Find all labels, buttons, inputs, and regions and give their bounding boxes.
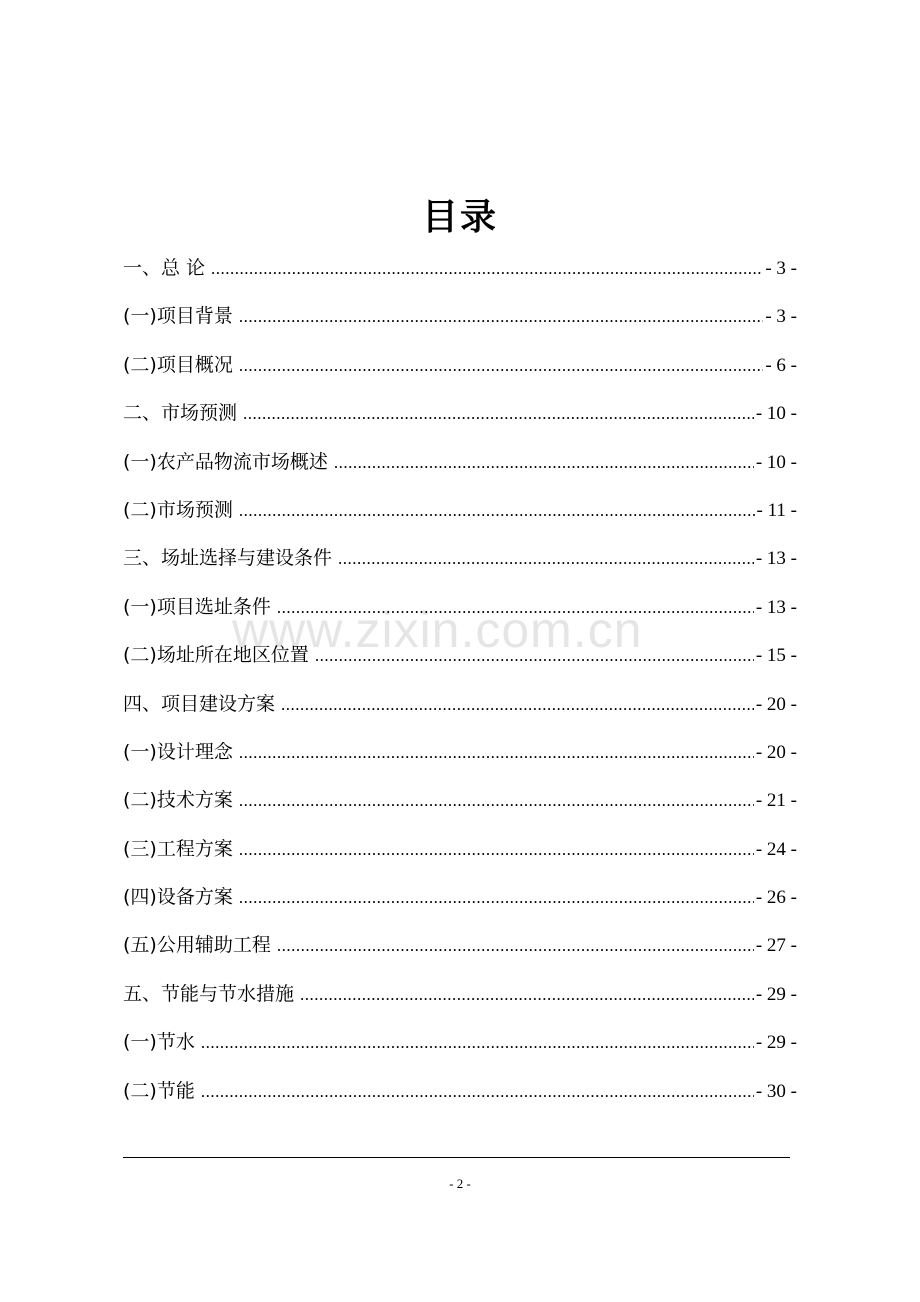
toc-entry-page: - 30 - xyxy=(755,1080,797,1102)
page-title: 目录 xyxy=(421,197,498,238)
toc-entry-label: (四)设备方案 xyxy=(123,886,233,909)
toc-entry[interactable] xyxy=(123,925,797,973)
toc-entry-page: - 10 - xyxy=(755,403,797,425)
table-of-contents xyxy=(123,248,797,1119)
toc-entry[interactable] xyxy=(123,345,797,393)
toc-leader-dots xyxy=(243,394,754,434)
toc-entry-page: - 15 - xyxy=(755,645,797,667)
toc-entry-label: 一、总 论 xyxy=(123,257,206,279)
toc-leader-dots xyxy=(201,1023,754,1063)
toc-entry-label: (一)设计理念 xyxy=(123,740,233,763)
toc-entry[interactable] xyxy=(123,248,797,296)
toc-entry-label: (二)场址所在地区位置 xyxy=(123,644,309,667)
toc-entry-label: (一)项目背景 xyxy=(123,305,233,328)
toc-entry-page: - 20 - xyxy=(755,693,797,715)
toc-leader-dots xyxy=(277,588,754,628)
toc-leader-dots xyxy=(211,249,763,289)
toc-entry[interactable] xyxy=(123,684,797,732)
toc-entry-page: - 26 - xyxy=(755,887,797,909)
toc-entry-page: - 29 - xyxy=(755,983,797,1005)
toc-entry-page: - 29 - xyxy=(755,1032,797,1054)
toc-entry[interactable] xyxy=(123,442,797,490)
toc-entry-page: - 11 - xyxy=(756,499,797,521)
toc-leader-dots xyxy=(300,975,754,1015)
toc-entry[interactable] xyxy=(123,1071,797,1119)
toc-entry-page: - 13 - xyxy=(755,548,797,570)
toc-entry-page: - 27 - xyxy=(755,935,797,957)
toc-entry-page: - 13 - xyxy=(755,596,797,618)
toc-leader-dots xyxy=(239,491,755,531)
toc-entry-label: 三、场址选择与建设条件 xyxy=(123,547,333,570)
toc-entry-label: (二)市场预测 xyxy=(123,498,233,521)
toc-leader-dots xyxy=(239,733,754,773)
toc-leader-dots xyxy=(277,926,754,966)
toc-entry-page: - 21 - xyxy=(755,790,797,812)
toc-entry[interactable] xyxy=(123,296,797,344)
toc-leader-dots xyxy=(239,830,754,870)
toc-entry-label: (二)技术方案 xyxy=(123,789,233,812)
toc-entry[interactable] xyxy=(123,732,797,780)
toc-leader-dots xyxy=(201,1072,754,1112)
toc-entry[interactable] xyxy=(123,974,797,1022)
toc-leader-dots xyxy=(338,539,754,579)
toc-leader-dots xyxy=(315,636,754,676)
toc-entry[interactable] xyxy=(123,393,797,441)
page-number: - 2 - xyxy=(449,1176,471,1191)
toc-entry[interactable] xyxy=(123,780,797,828)
toc-entry-label: (一)节水 xyxy=(123,1031,195,1054)
toc-entry[interactable] xyxy=(123,1022,797,1070)
toc-entry-label: (五)公用辅助工程 xyxy=(123,934,271,957)
toc-entry[interactable] xyxy=(123,490,797,538)
toc-entry-label: (二)节能 xyxy=(123,1079,195,1102)
toc-entry-page: - 3 - xyxy=(765,306,797,328)
toc-entry-page: - 6 - xyxy=(765,354,797,376)
toc-entry-label: 二、市场预测 xyxy=(123,402,238,425)
toc-entry[interactable] xyxy=(123,635,797,683)
toc-leader-dots xyxy=(239,346,764,386)
toc-entry-label: (一)农产品物流市场概述 xyxy=(123,450,328,473)
toc-entry[interactable] xyxy=(123,877,797,925)
toc-leader-dots xyxy=(239,781,754,821)
toc-entry-page: - 24 - xyxy=(755,838,797,860)
toc-leader-dots xyxy=(239,297,764,337)
toc-leader-dots xyxy=(281,685,754,725)
toc-entry-page: - 3 - xyxy=(765,258,797,279)
watermark: www.zixin.com.cn xyxy=(232,602,643,658)
toc-entry[interactable] xyxy=(123,538,797,586)
toc-entry[interactable] xyxy=(123,829,797,877)
toc-entry[interactable] xyxy=(123,587,797,635)
toc-entry-label: 四、项目建设方案 xyxy=(123,692,276,715)
toc-entry-label: 五、节能与节水措施 xyxy=(123,982,295,1005)
toc-entry-page: - 20 - xyxy=(755,741,797,763)
toc-leader-dots xyxy=(239,878,754,918)
toc-entry-label: (二)项目概况 xyxy=(123,353,233,376)
footer-divider xyxy=(123,1157,790,1158)
toc-entry-label: (一)项目选址条件 xyxy=(123,595,271,618)
toc-entry-label: (三)工程方案 xyxy=(123,837,233,860)
toc-leader-dots xyxy=(334,443,754,483)
toc-entry-page: - 10 - xyxy=(755,451,797,473)
